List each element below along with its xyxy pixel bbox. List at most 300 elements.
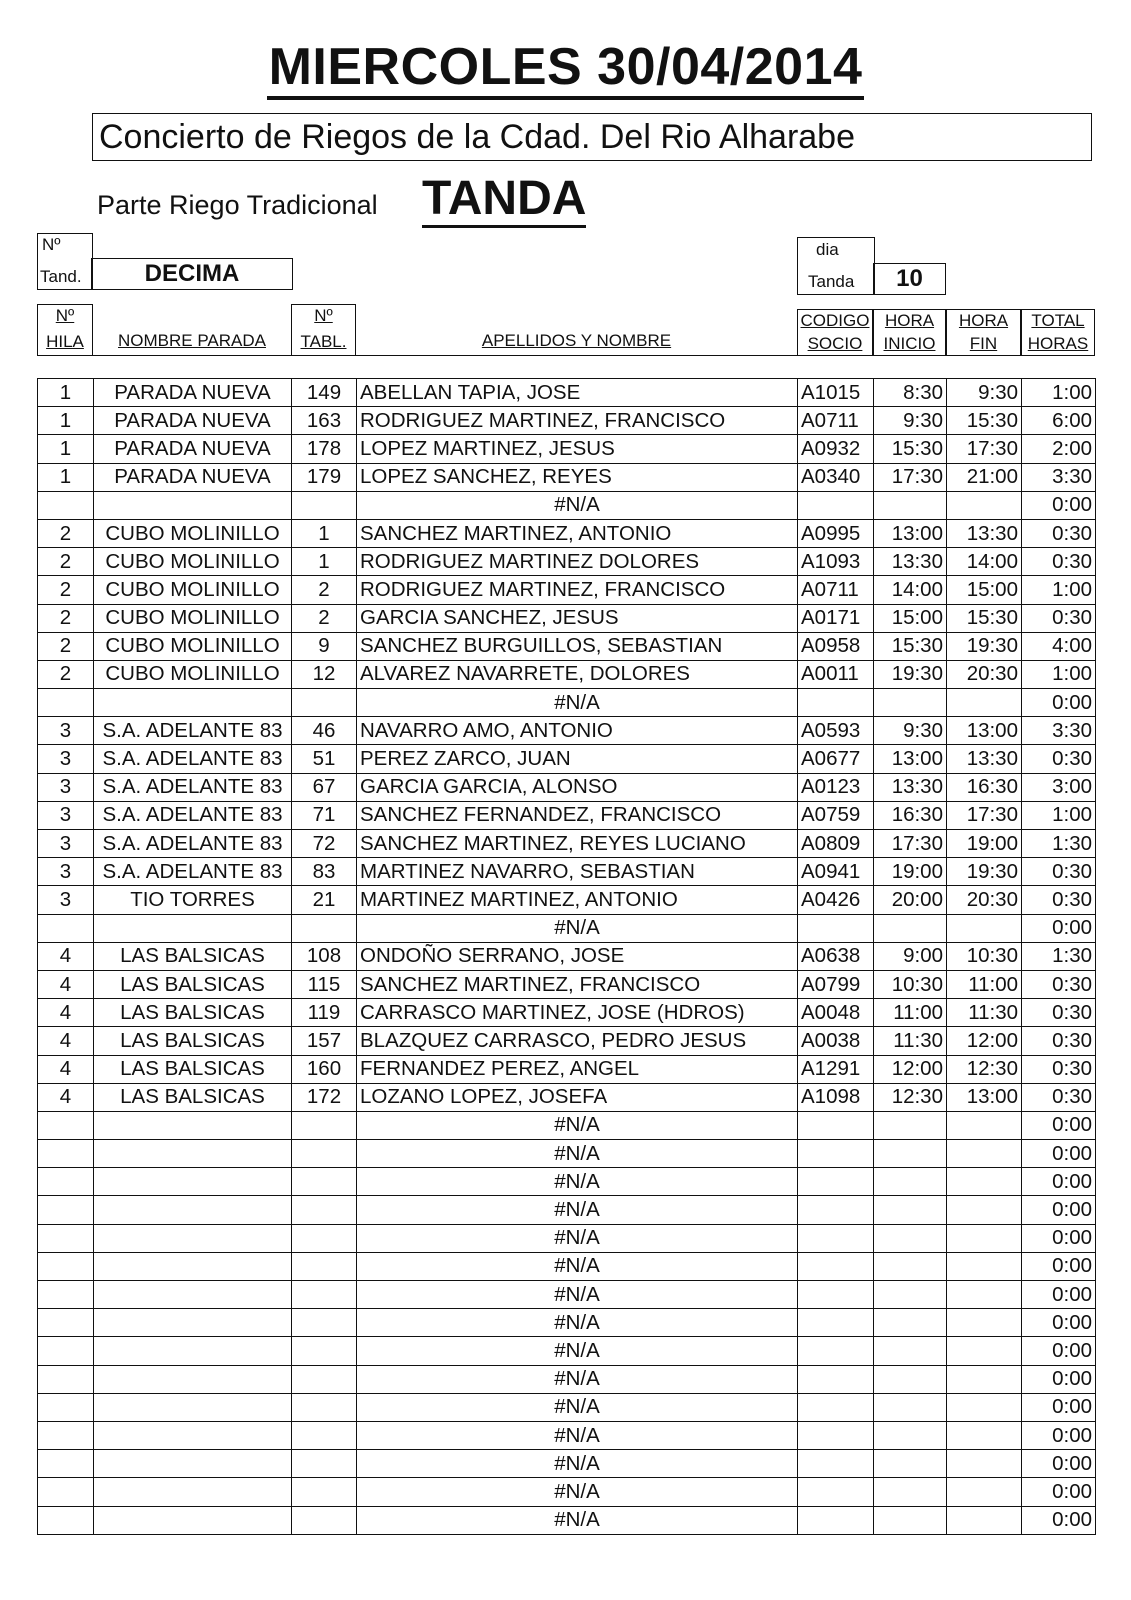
- cell-fin: 15:30: [947, 407, 1022, 435]
- cell-inicio: 12:00: [874, 1055, 947, 1083]
- cell-nombre: #N/A: [357, 1365, 798, 1393]
- cell-inicio: [874, 491, 947, 519]
- cell-tabl: 119: [292, 999, 357, 1027]
- col-codigo-2: SOCIO: [807, 334, 863, 353]
- cell-fin: 19:00: [947, 830, 1022, 858]
- cell-nombre: GARCIA SANCHEZ, JESUS: [357, 604, 798, 632]
- cell-hila: [38, 1196, 94, 1224]
- cell-parada: CUBO MOLINILLO: [94, 576, 292, 604]
- subtitle-text: Concierto de Riegos de la Cdad. Del Rio Alharabe: [99, 118, 856, 156]
- cell-total: 1:00: [1022, 576, 1096, 604]
- cell-inicio: 9:30: [874, 717, 947, 745]
- cell-fin: [947, 1140, 1022, 1168]
- col-tabl-2: TABL.: [300, 332, 347, 351]
- cell-inicio: [874, 1281, 947, 1309]
- cell-fin: [947, 491, 1022, 519]
- cell-codigo: A0011: [798, 660, 874, 688]
- cell-hila: 2: [38, 604, 94, 632]
- cell-inicio: 15:00: [874, 604, 947, 632]
- cell-codigo: [798, 1421, 874, 1449]
- table-row: [38, 970, 1096, 998]
- table-row: [38, 1224, 1096, 1252]
- cell-nombre: #N/A: [357, 491, 798, 519]
- cell-fin: 17:30: [947, 801, 1022, 829]
- cell-inicio: [874, 1309, 947, 1337]
- cell-hila: 2: [38, 632, 94, 660]
- cell-tabl: 115: [292, 970, 357, 998]
- cell-inicio: [874, 1421, 947, 1449]
- cell-parada: LAS BALSICAS: [94, 1027, 292, 1055]
- cell-codigo: [798, 491, 874, 519]
- table-row: [38, 1506, 1096, 1534]
- cell-codigo: A0799: [798, 970, 874, 998]
- col-header-fin: [946, 309, 1021, 356]
- cell-parada: LAS BALSICAS: [94, 1083, 292, 1111]
- cell-hila: [38, 1140, 94, 1168]
- cell-total: 1:00: [1022, 660, 1096, 688]
- cell-codigo: A0048: [798, 999, 874, 1027]
- table-row: [38, 1450, 1096, 1478]
- col-total-2: HORAS: [1027, 334, 1089, 353]
- cell-total: 0:30: [1022, 604, 1096, 632]
- table-row: [38, 1055, 1096, 1083]
- cell-nombre: #N/A: [357, 1309, 798, 1337]
- cell-hila: [38, 1224, 94, 1252]
- cell-tabl: [292, 1252, 357, 1280]
- cell-hila: 1: [38, 379, 94, 407]
- cell-codigo: A0958: [798, 632, 874, 660]
- tanda-value: DECIMA: [144, 260, 240, 287]
- dia-tanda-label-box: [797, 237, 875, 295]
- cell-tabl: [292, 1281, 357, 1309]
- cell-parada: CUBO MOLINILLO: [94, 660, 292, 688]
- cell-tabl: 9: [292, 632, 357, 660]
- table-row: [38, 1196, 1096, 1224]
- cell-tabl: 108: [292, 942, 357, 970]
- cell-fin: 13:00: [947, 1083, 1022, 1111]
- cell-nombre: #N/A: [357, 1337, 798, 1365]
- cell-nombre: GARCIA GARCIA, ALONSO: [357, 773, 798, 801]
- col-header-tabl: [291, 304, 356, 356]
- cell-hila: 4: [38, 999, 94, 1027]
- col-inicio-1: HORA: [884, 311, 935, 330]
- cell-codigo: A0038: [798, 1027, 874, 1055]
- cell-parada: CUBO MOLINILLO: [94, 548, 292, 576]
- col-header-hila: [37, 304, 93, 356]
- cell-parada: S.A. ADELANTE 83: [94, 801, 292, 829]
- cell-hila: 3: [38, 886, 94, 914]
- cell-codigo: [798, 914, 874, 942]
- cell-hila: [38, 689, 94, 717]
- cell-hila: [38, 1365, 94, 1393]
- cell-codigo: A0638: [798, 942, 874, 970]
- col-header-total: [1021, 309, 1095, 356]
- cell-nombre: RODRIGUEZ MARTINEZ DOLORES: [357, 548, 798, 576]
- cell-fin: 20:30: [947, 660, 1022, 688]
- cell-nombre: MARTINEZ NAVARRO, SEBASTIAN: [357, 858, 798, 886]
- cell-fin: [947, 1506, 1022, 1534]
- n-tand-label-1: Nº: [42, 235, 61, 254]
- tanda-value-box: [91, 258, 293, 290]
- cell-total: 1:00: [1022, 379, 1096, 407]
- cell-hila: [38, 1478, 94, 1506]
- cell-hila: [38, 1421, 94, 1449]
- cell-parada: PARADA NUEVA: [94, 379, 292, 407]
- table-row: [38, 1365, 1096, 1393]
- cell-total: 0:30: [1022, 548, 1096, 576]
- cell-parada: [94, 1337, 292, 1365]
- cell-nombre: #N/A: [357, 1421, 798, 1449]
- cell-total: 0:30: [1022, 745, 1096, 773]
- cell-tabl: [292, 1224, 357, 1252]
- cell-fin: 14:00: [947, 548, 1022, 576]
- cell-total: 3:30: [1022, 717, 1096, 745]
- cell-codigo: [798, 1506, 874, 1534]
- table-row: [38, 886, 1096, 914]
- cell-nombre: #N/A: [357, 1111, 798, 1139]
- cell-inicio: [874, 1140, 947, 1168]
- cell-parada: [94, 1281, 292, 1309]
- table-row: [38, 463, 1096, 491]
- cell-inicio: 13:30: [874, 773, 947, 801]
- cell-inicio: [874, 1168, 947, 1196]
- cell-hila: [38, 914, 94, 942]
- cell-codigo: A0995: [798, 519, 874, 547]
- cell-parada: PARADA NUEVA: [94, 463, 292, 491]
- cell-inicio: [874, 914, 947, 942]
- cell-total: 0:30: [1022, 999, 1096, 1027]
- cell-hila: 4: [38, 1083, 94, 1111]
- cell-tabl: 46: [292, 717, 357, 745]
- cell-total: 0:00: [1022, 1506, 1096, 1534]
- dia-tanda-value-box: [873, 263, 946, 295]
- table-row: [38, 1421, 1096, 1449]
- cell-hila: 2: [38, 548, 94, 576]
- table-row: [38, 1027, 1096, 1055]
- cell-hila: [38, 1281, 94, 1309]
- cell-inicio: [874, 1196, 947, 1224]
- cell-codigo: A0932: [798, 435, 874, 463]
- cell-codigo: [798, 1450, 874, 1478]
- cell-tabl: 149: [292, 379, 357, 407]
- cell-inicio: 13:30: [874, 548, 947, 576]
- cell-fin: 12:30: [947, 1055, 1022, 1083]
- cell-nombre: RODRIGUEZ MARTINEZ, FRANCISCO: [357, 576, 798, 604]
- cell-tabl: [292, 1393, 357, 1421]
- cell-parada: [94, 491, 292, 519]
- cell-nombre: LOZANO LOPEZ, JOSEFA: [357, 1083, 798, 1111]
- cell-tabl: 67: [292, 773, 357, 801]
- cell-nombre: #N/A: [357, 1252, 798, 1280]
- cell-fin: [947, 1111, 1022, 1139]
- cell-inicio: 13:00: [874, 519, 947, 547]
- cell-nombre: #N/A: [357, 1478, 798, 1506]
- cell-inicio: [874, 1393, 947, 1421]
- cell-inicio: 16:30: [874, 801, 947, 829]
- cell-codigo: [798, 1281, 874, 1309]
- cell-inicio: 14:00: [874, 576, 947, 604]
- n-tand-label-2: Tand.: [40, 267, 82, 286]
- cell-codigo: A0941: [798, 858, 874, 886]
- col-hila-1: Nº: [55, 306, 75, 325]
- table-row: [38, 745, 1096, 773]
- table-row: [38, 379, 1096, 407]
- cell-parada: PARADA NUEVA: [94, 407, 292, 435]
- cell-parada: [94, 1111, 292, 1139]
- cell-inicio: 10:30: [874, 970, 947, 998]
- cell-total: 0:00: [1022, 1309, 1096, 1337]
- cell-total: 1:30: [1022, 830, 1096, 858]
- cell-parada: LAS BALSICAS: [94, 999, 292, 1027]
- cell-fin: 11:30: [947, 999, 1022, 1027]
- cell-tabl: 172: [292, 1083, 357, 1111]
- cell-total: 1:00: [1022, 801, 1096, 829]
- cell-inicio: [874, 1478, 947, 1506]
- cell-total: 0:00: [1022, 1337, 1096, 1365]
- cell-fin: [947, 1337, 1022, 1365]
- cell-hila: 2: [38, 519, 94, 547]
- cell-parada: S.A. ADELANTE 83: [94, 858, 292, 886]
- table-row: [38, 1337, 1096, 1365]
- cell-tabl: [292, 1111, 357, 1139]
- cell-parada: TIO TORRES: [94, 886, 292, 914]
- cell-hila: [38, 1506, 94, 1534]
- cell-codigo: [798, 1140, 874, 1168]
- cell-total: 0:30: [1022, 519, 1096, 547]
- cell-total: 3:30: [1022, 463, 1096, 491]
- table-row: [38, 717, 1096, 745]
- table-row: [38, 942, 1096, 970]
- table-row: [38, 1309, 1096, 1337]
- cell-fin: [947, 1196, 1022, 1224]
- cell-codigo: [798, 1337, 874, 1365]
- cell-codigo: [798, 1224, 874, 1252]
- cell-parada: [94, 1224, 292, 1252]
- table-row: [38, 1140, 1096, 1168]
- cell-fin: 19:30: [947, 858, 1022, 886]
- table-row: [38, 407, 1096, 435]
- cell-codigo: A1093: [798, 548, 874, 576]
- cell-codigo: [798, 1168, 874, 1196]
- cell-nombre: #N/A: [357, 689, 798, 717]
- table-row: [38, 632, 1096, 660]
- cell-total: 0:00: [1022, 1393, 1096, 1421]
- cell-nombre: #N/A: [357, 1168, 798, 1196]
- cell-tabl: [292, 689, 357, 717]
- cell-nombre: #N/A: [357, 1224, 798, 1252]
- cell-tabl: [292, 1365, 357, 1393]
- cell-hila: [38, 491, 94, 519]
- cell-nombre: #N/A: [357, 1281, 798, 1309]
- cell-tabl: [292, 491, 357, 519]
- cell-inicio: 13:00: [874, 745, 947, 773]
- cell-parada: S.A. ADELANTE 83: [94, 745, 292, 773]
- cell-tabl: [292, 1309, 357, 1337]
- cell-hila: 2: [38, 576, 94, 604]
- cell-hila: [38, 1111, 94, 1139]
- cell-parada: [94, 689, 292, 717]
- cell-hila: [38, 1393, 94, 1421]
- cell-fin: [947, 1224, 1022, 1252]
- cell-fin: 9:30: [947, 379, 1022, 407]
- table-row: [38, 999, 1096, 1027]
- cell-parada: CUBO MOLINILLO: [94, 632, 292, 660]
- cell-fin: 13:30: [947, 745, 1022, 773]
- dia-tanda-value: 10: [896, 265, 923, 292]
- col-fin-1: HORA: [958, 311, 1009, 330]
- cell-parada: LAS BALSICAS: [94, 1055, 292, 1083]
- cell-parada: S.A. ADELANTE 83: [94, 717, 292, 745]
- cell-codigo: [798, 1393, 874, 1421]
- cell-total: 4:00: [1022, 632, 1096, 660]
- cell-tabl: 178: [292, 435, 357, 463]
- cell-hila: 4: [38, 1055, 94, 1083]
- table-row: [38, 1393, 1096, 1421]
- cell-codigo: [798, 1111, 874, 1139]
- cell-inicio: [874, 1111, 947, 1139]
- cell-total: 0:00: [1022, 1450, 1096, 1478]
- cell-total: 0:30: [1022, 858, 1096, 886]
- cell-fin: [947, 689, 1022, 717]
- cell-hila: 3: [38, 830, 94, 858]
- cell-codigo: [798, 1196, 874, 1224]
- cell-nombre: BLAZQUEZ CARRASCO, PEDRO JESUS: [357, 1027, 798, 1055]
- cell-inicio: [874, 1252, 947, 1280]
- cell-tabl: [292, 1140, 357, 1168]
- cell-tabl: 157: [292, 1027, 357, 1055]
- cell-parada: [94, 1196, 292, 1224]
- cell-fin: [947, 1252, 1022, 1280]
- cell-fin: 12:00: [947, 1027, 1022, 1055]
- cell-inicio: 9:30: [874, 407, 947, 435]
- cell-inicio: [874, 689, 947, 717]
- cell-fin: 16:30: [947, 773, 1022, 801]
- cell-parada: [94, 1450, 292, 1478]
- cell-tabl: 1: [292, 548, 357, 576]
- col-header-parada: [93, 330, 291, 356]
- cell-total: 0:00: [1022, 491, 1096, 519]
- cell-inicio: 17:30: [874, 463, 947, 491]
- cell-total: 0:00: [1022, 1111, 1096, 1139]
- cell-hila: 3: [38, 745, 94, 773]
- cell-tabl: 2: [292, 576, 357, 604]
- cell-fin: 15:30: [947, 604, 1022, 632]
- cell-tabl: 71: [292, 801, 357, 829]
- cell-nombre: ALVAREZ NAVARRETE, DOLORES: [357, 660, 798, 688]
- cell-total: 6:00: [1022, 407, 1096, 435]
- cell-codigo: [798, 1309, 874, 1337]
- cell-nombre: SANCHEZ MARTINEZ, ANTONIO: [357, 519, 798, 547]
- col-header-inicio: [873, 309, 946, 356]
- cell-parada: CUBO MOLINILLO: [94, 604, 292, 632]
- cell-total: 0:30: [1022, 1055, 1096, 1083]
- cell-total: 0:30: [1022, 970, 1096, 998]
- cell-total: 0:30: [1022, 1027, 1096, 1055]
- cell-hila: 4: [38, 970, 94, 998]
- cell-inicio: 19:30: [874, 660, 947, 688]
- col-header-nombre: [356, 330, 797, 356]
- col-fin-2: FIN: [969, 334, 998, 353]
- cell-tabl: 83: [292, 858, 357, 886]
- cell-parada: [94, 1478, 292, 1506]
- cell-nombre: RODRIGUEZ MARTINEZ, FRANCISCO: [357, 407, 798, 435]
- cell-codigo: A0809: [798, 830, 874, 858]
- table-row: [38, 491, 1096, 519]
- cell-total: 0:00: [1022, 1421, 1096, 1449]
- cell-fin: 17:30: [947, 435, 1022, 463]
- cell-total: 0:00: [1022, 1168, 1096, 1196]
- cell-inicio: 15:30: [874, 632, 947, 660]
- cell-parada: [94, 1393, 292, 1421]
- cell-nombre: PEREZ ZARCO, JUAN: [357, 745, 798, 773]
- page-title: [0, 36, 1131, 98]
- cell-fin: [947, 1365, 1022, 1393]
- cell-codigo: A0123: [798, 773, 874, 801]
- cell-fin: 13:00: [947, 717, 1022, 745]
- cell-tabl: [292, 1168, 357, 1196]
- cell-inicio: 15:30: [874, 435, 947, 463]
- cell-total: 0:00: [1022, 1281, 1096, 1309]
- cell-parada: PARADA NUEVA: [94, 435, 292, 463]
- cell-fin: 13:30: [947, 519, 1022, 547]
- cell-nombre: LOPEZ MARTINEZ, JESUS: [357, 435, 798, 463]
- cell-inicio: 8:30: [874, 379, 947, 407]
- cell-total: 1:30: [1022, 942, 1096, 970]
- cell-codigo: A1098: [798, 1083, 874, 1111]
- table-row: [38, 660, 1096, 688]
- cell-tabl: 51: [292, 745, 357, 773]
- cell-nombre: #N/A: [357, 914, 798, 942]
- cell-total: 0:00: [1022, 1252, 1096, 1280]
- cell-hila: 2: [38, 660, 94, 688]
- cell-hila: [38, 1309, 94, 1337]
- subtitle-box: [92, 113, 1092, 161]
- cell-fin: [947, 1393, 1022, 1421]
- cell-inicio: 12:30: [874, 1083, 947, 1111]
- table-row: [38, 1478, 1096, 1506]
- table-row: [38, 1111, 1096, 1139]
- cell-nombre: ABELLAN TAPIA, JOSE: [357, 379, 798, 407]
- table-row: [38, 689, 1096, 717]
- cell-tabl: 1: [292, 519, 357, 547]
- cell-fin: 19:30: [947, 632, 1022, 660]
- cell-inicio: 11:00: [874, 999, 947, 1027]
- cell-tabl: 163: [292, 407, 357, 435]
- cell-total: 0:00: [1022, 1365, 1096, 1393]
- cell-tabl: 179: [292, 463, 357, 491]
- cell-tabl: [292, 1196, 357, 1224]
- cell-parada: [94, 1252, 292, 1280]
- col-hila-2: HILA: [46, 332, 84, 351]
- cell-hila: [38, 1168, 94, 1196]
- cell-hila: 3: [38, 858, 94, 886]
- table-row: [38, 914, 1096, 942]
- cell-parada: S.A. ADELANTE 83: [94, 830, 292, 858]
- cell-fin: 21:00: [947, 463, 1022, 491]
- cell-parada: S.A. ADELANTE 83: [94, 773, 292, 801]
- cell-fin: 10:30: [947, 942, 1022, 970]
- cell-nombre: #N/A: [357, 1506, 798, 1534]
- cell-nombre: #N/A: [357, 1450, 798, 1478]
- col-parada: NOMBRE PARADA: [118, 331, 266, 350]
- cell-codigo: A0759: [798, 801, 874, 829]
- cell-total: 0:00: [1022, 1224, 1096, 1252]
- cell-tabl: 72: [292, 830, 357, 858]
- cell-parada: LAS BALSICAS: [94, 970, 292, 998]
- table-row: [38, 773, 1096, 801]
- dia-tanda-label: Tanda: [808, 272, 855, 291]
- cell-codigo: A0711: [798, 576, 874, 604]
